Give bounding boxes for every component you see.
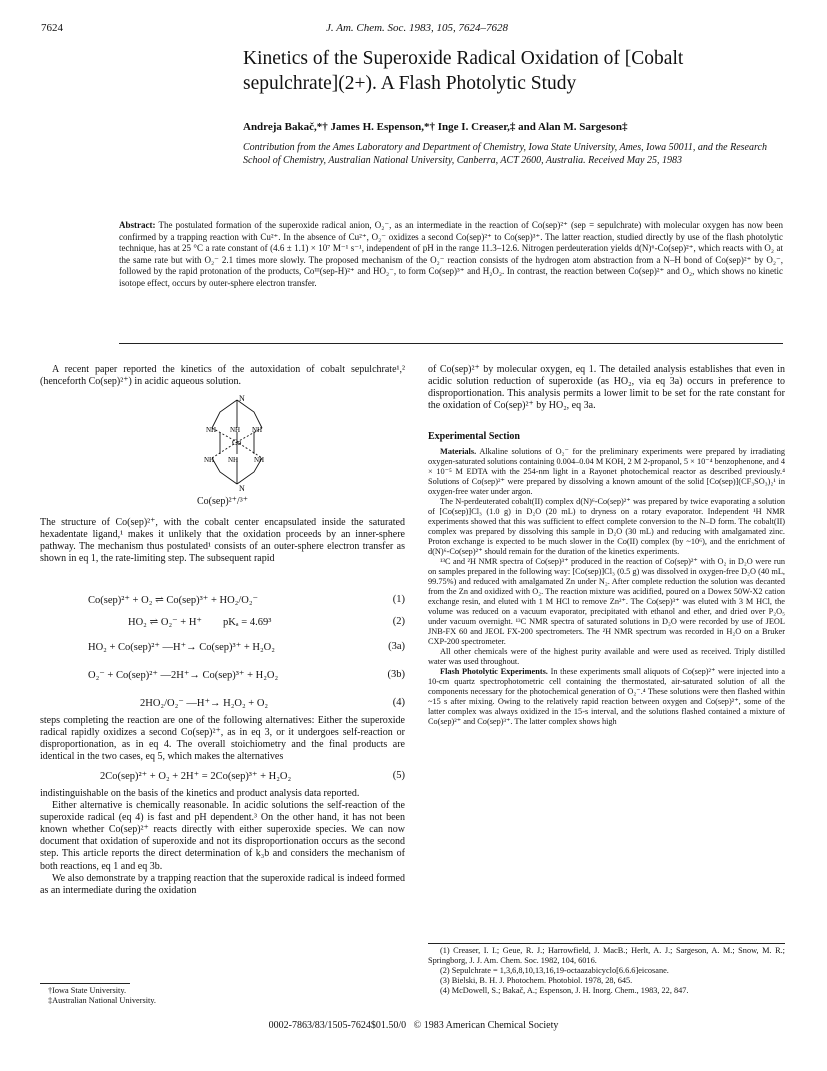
- equation-1: [88, 594, 405, 606]
- section-heading: Experimental Section: [428, 431, 520, 442]
- equation-5-text: 2Co(sep)²⁺ + O₂ + 2H⁺ = 2Co(sep)³⁺ + H₂O₂: [100, 771, 292, 782]
- left-paragraph-2: [40, 517, 405, 565]
- structure-nh-6: NH: [254, 456, 265, 464]
- affiliation: Contribution from the Ames Laboratory and Department of Chemistry, Iowa State University, Ames, Iowa 50011, and the Research School of Chemistry, Australian National University, Canberra, ACT 2600, Australia. Received May 25, 1983: [243, 142, 767, 166]
- equation-4: [140, 697, 405, 709]
- structure-nh-5: NH: [228, 456, 239, 464]
- reference-1: (1) Creaser, I. I.; Geue, R. J.; Harrowfield, J. MacB.; Herlt, A. J.; Sargeson, A. M.; Snow, M. R.; Springborg, J. J. Am. Chem. Soc. 1982, 104, 6016.: [428, 946, 785, 965]
- equation-4-number: (4): [392, 697, 405, 708]
- page-number: 7624: [41, 22, 63, 34]
- structure-n-top: N: [239, 394, 245, 403]
- structure-n-bottom: N: [239, 484, 245, 492]
- indistinguishable-paragraph: indistinguishable on the basis of the kinetics and product analysis data reported.: [40, 788, 360, 799]
- structure-nh-4: NH: [204, 456, 215, 464]
- equation-1-text: Co(sep)²⁺ + O₂ ⇌ Co(sep)³⁺ + HO₂/O₂⁻: [88, 595, 259, 606]
- reference-3: (3) Bielski, B. H. J. Photochem. Photobiol. 1978, 28, 645.: [440, 976, 633, 985]
- trapping-paragraph: We also demonstrate by a trapping reaction that the superoxide radical is indeed formed as an intermediate during the oxidation: [40, 872, 405, 896]
- footnote-rule: [40, 983, 130, 984]
- equation-3a-text: HO₂ + Co(sep)²⁺ —H⁺→ Co(sep)³⁺ + H₂O₂: [88, 642, 275, 653]
- materials-label: Materials.: [440, 447, 477, 456]
- equation-3b: [88, 669, 405, 681]
- left-paragraph-3: [40, 715, 405, 763]
- article-title: Kinetics of the Superoxide Radical Oxidation of [Cobalt sepulchrate](2+). A Flash Photolytic Study: [243, 48, 684, 94]
- reference-2: (2) Sepulchrate = 1,3,6,8,10,13,16,19-octaazabicyclo[6.6.6]eicosane.: [440, 966, 669, 975]
- equation-4-text: 2HO₂/O₂⁻ —H⁺→ H₂O₂ + O₂: [140, 698, 269, 709]
- footnote-anu: ‡Australian National University.: [48, 996, 156, 1005]
- materials-paragraph: [428, 447, 785, 497]
- equation-5-number: (5): [392, 770, 405, 781]
- equation-3a: [88, 641, 405, 653]
- structure-nh-1: NH: [206, 426, 217, 434]
- affiliation-footnotes: [48, 986, 156, 1006]
- abstract-divider: [119, 343, 783, 344]
- flash-label: Flash Photolytic Experiments.: [440, 667, 548, 676]
- chemicals-paragraph: All other chemicals were of the highest purity available and were used as received. Triply distilled water was used throughout.: [428, 647, 785, 666]
- abstract-label: Abstract:: [119, 220, 156, 230]
- deuteration-paragraph: The N-perdeuterated cobalt(II) complex d(N)⁶-Co(sep)²⁺ was prepared by twice evaporating a solution of [Co(sep)]Cl₃ (1.0 g) in D₂O (20 mL) to dryness on a rotary evaporator. Independent ¹H NMR experiments showed that this was sufficient to effect complete conversion to the N–D form. The cobalt(II) complex was prepared by dissolving this sample in D₂O (30 mL) and reducing with amalgamated zinc. Proton exchange is expected to be much slower in the Co(II) complex (by ~10⁶), and the enrichment of d(N)⁶-Co(sep)²⁺ should remain for the duration of the kinetics experiments.: [428, 497, 785, 556]
- intro-paragraph: A recent paper reported the kinetics of the autoxidation of cobalt sepulchrate¹,² (henceforth Co(sep)²⁺) in acidic aqueous solution.: [40, 364, 405, 388]
- equation-2: [128, 616, 405, 628]
- sepulchrate-structure-diagram: [192, 392, 282, 492]
- right-paragraph-1: [428, 364, 785, 412]
- abstract: [119, 220, 783, 289]
- experimental-text: [428, 447, 785, 727]
- structure-co: Co: [232, 438, 242, 447]
- nmr-paragraph: ¹³C and ²H NMR spectra of Co(sep)³⁺ produced in the reaction of Co(sep)²⁺ with O₂ in D₂O were run on samples prepared in the following way: [Co(sep)]Cl₃ (0.5 g) was dissolved in oxygen-free D₂O (40 mL, 99.75%) and reduced with amalgamated Zn under N₂. After complete reduction the solution was decanted from the Zn and oxidized with O₂. The reaction mixture was acidified, poured on a Dowex 50W-X2 cation exchange resin, and eluted with 1 M HCl to remove Zn²⁺. The Co(sep)³⁺ was eluted with 3 M HCl, the volume was reduced on a vacuum evaporator, precipitated with ethanol and ether, and dried over P₂O₅ under vacuum overnight. ¹³C NMR spectra of saturated solutions in D₂O were recorded by use of JEOL JNB-FX 60 and JEOL FX-200 spectrometers. The ²H NMR spectrum was recorded in H₂O on a Bruker CXP-200 spectrometer.: [428, 557, 785, 646]
- copyright-footer: 0002-7863/83/1505-7624$01.50/0 © 1983 American Chemical Society: [268, 1020, 559, 1031]
- flash-paragraph: [428, 667, 785, 727]
- structure-caption: Co(sep)²⁺/³⁺: [197, 496, 248, 507]
- equation-3a-number: (3a): [388, 641, 405, 652]
- equation-2-number: (2): [392, 616, 405, 627]
- alternative-paragraph: Either alternative is chemically reasonable. In acidic solutions the self-reaction of the superoxide radical (eq 4) is fast and pH dependent.³ On the other hand, it has not been known whether Co(sep)²⁺ reacts directly with either superoxide species. We can now document that oxidation of superoxide and not its disproportionation occurs as the second step. This article reports the direct determination of k₃b and considers the mechanism of both reactions, eq 1 and eq 3b.: [40, 800, 405, 872]
- author-list: Andreja Bakač,*† James H. Espenson,*† Inge I. Creaser,‡ and Alan M. Sargeson‡: [243, 121, 628, 133]
- structure-nh-3: NH: [252, 426, 263, 434]
- references-rule: [428, 943, 785, 944]
- mechanism-paragraph: The structure of Co(sep)²⁺, with the cobalt center encapsulated inside the saturated hexadentate ligand,¹ makes it unlikely that the oxidation proceeds by an inner-sphere pathway. The mechanism thus postulated¹ consists of an outer-sphere electron transfer as shown in eq 1, the rate-limiting step. The subsequent rapid: [40, 517, 405, 565]
- equation-1-number: (1): [392, 594, 405, 605]
- reference-4: (4) McDowell, S.; Bakač, A.; Espenson, J. H. Inorg. Chem., 1983, 22, 847.: [440, 986, 689, 995]
- left-paragraphs-4: [40, 788, 405, 897]
- materials-text: Alkaline solutions of O₂⁻ for the preliminary experiments were prepared by irradiating oxygen-saturated solutions containing 0.004–0.04 M KOH, 2 M 2-propanol, 5 × 10⁻⁴ benzophenone, and 4 × 10⁻⁵ M EDTA with the 254-nm light in a Rayonet photochemical reactor as described previously.⁴ Solutions of Co(sep)²⁺ were prepared by dissolving a known amount of the solid [Co(sep)](CF₃SO₃)₂¹ in oxygen-free water under argon.: [428, 447, 785, 496]
- footnote-iowa: †Iowa State University.: [48, 986, 127, 995]
- equation-3b-number: (3b): [387, 669, 405, 680]
- structure-nh-2: NH: [230, 426, 241, 434]
- journal-citation: J. Am. Chem. Soc. 1983, 105, 7624–7628: [326, 22, 508, 34]
- left-intro: [40, 364, 405, 388]
- equation-2-text: HO₂ ⇌ O₂⁻ + H⁺ pKₐ = 4.69³: [128, 617, 272, 628]
- alternatives-paragraph: steps completing the reaction are one of the following alternatives: Either the superoxide radical rapidly oxidizes a second Co(sep)²⁺, as in eq 3, or it undergoes self-reaction or disproportionation, as in eq 4. The overall stoichiometry and the final products are identical in the two cases, eq 5, which makes the alternatives: [40, 715, 405, 763]
- continuation-paragraph: of Co(sep)²⁺ by molecular oxygen, eq 1. The detailed analysis establishes that even in acidic solution reduction of superoxide (as HO₂, via eq 3a) occurs in preference to disproportionation. This analysis permits a lower limit to be set for the rate constant for the oxidation of Co(sep)²⁺ by HO₂, eq 3a.: [428, 364, 785, 412]
- equation-5: [100, 770, 405, 782]
- references-list: [428, 946, 785, 996]
- abstract-text: The postulated formation of the superoxide radical anion, O₂⁻, as an intermediate in the reaction of Co(sep)²⁺ (sep = sepulchrate) with molecular oxygen has now been confirmed by a trapping reaction with Cu²⁺. In the absence of Cu²⁺, O₂⁻ oxidizes a second Co(sep)²⁺ to Co(sep)³⁺. The latter reaction, studied directly by use of the flash photolytic technique, has at 25 °C a rate constant of (4.6 ± 1.1) × 10⁷ M⁻¹ s⁻¹, independent of pH in the range 11.3–12.6. Nitrogen perdeuteration yields d(N)⁶-Co(sep)²⁺, which reacts with O₂ at the same rate but with O₂⁻ 2.1 times more slowly. The proposed mechanism of the O₂⁻ reaction consists of the hydrogen atom abstraction from a N–H bond of Co(sep)²⁺ by O₂⁻, followed by the rapid protonation of the products, Coᴵᴵᴵ(sep-H)²⁺ and HO₂⁻, to form Co(sep)³⁺ and H₂O₂. In contrast, the reaction between Co(sep)²⁺ and O₂, which shows no kinetic isotope effect, occurs by outer-sphere electron transfer.: [119, 220, 784, 288]
- equation-3b-text: O₂⁻ + Co(sep)²⁺ —2H⁺→ Co(sep)³⁺ + H₂O₂: [88, 670, 279, 681]
- flash-text: In these experiments small aliquots of Co(sep)²⁺ were injected into a 10-cm quartz spectrophotometric cell containing the thermostated, air-saturated solution of all the components necessary for the photochemical generation of O₂⁻.⁴ These solutions were then flashed within ~15 s after mixing. Owing to the relatively rapid reaction between oxygen and Co(sep)²⁺, some of the latter complex was always oxidized in the 15-s interval, and the solutions flashed contained a mixture of Co(sep)²⁺ and Co(sep)³⁺. The latter complex shows high: [428, 667, 786, 726]
